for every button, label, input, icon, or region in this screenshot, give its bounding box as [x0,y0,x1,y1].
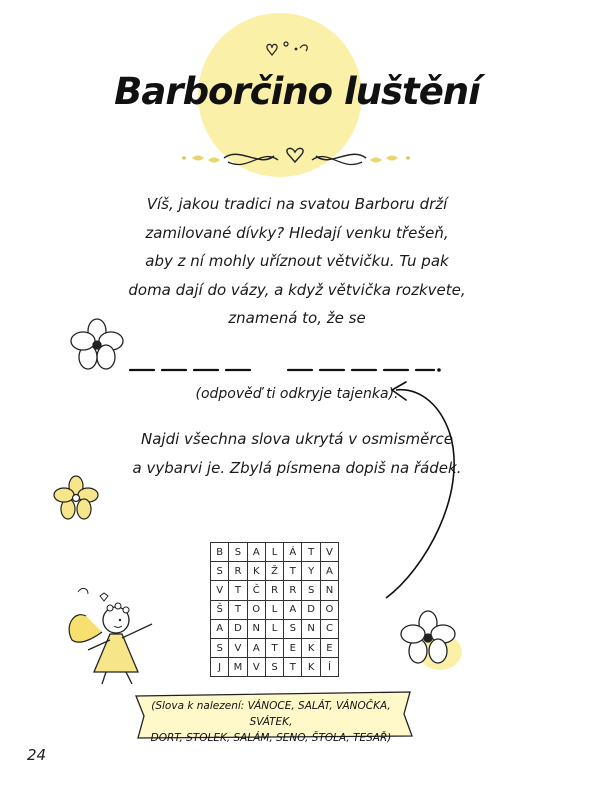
page-title: Barborčino luštění [114,70,480,113]
grid-cell[interactable]: Ž [265,562,283,581]
grid-cell[interactable]: S [229,543,247,562]
intro-line: aby z ní mohly uříznout větvičku. Tu pak [145,252,449,270]
grid-cell[interactable]: M [229,658,247,677]
divider-ornament-icon [178,142,418,172]
grid-cell[interactable]: V [247,658,265,677]
intro-line: zamilované dívky? Hledají venku třešeň, [145,223,449,242]
grid-cell[interactable]: B [211,543,229,562]
grid-cell[interactable]: O [247,600,265,619]
grid-cell[interactable]: Á [284,543,302,562]
grid-cell[interactable]: E [320,638,338,657]
grid-cell[interactable]: L [265,543,283,562]
grid-cell[interactable]: T [284,658,302,677]
grid-cell[interactable]: S [211,562,229,581]
grid-cell[interactable]: K [247,562,265,581]
grid-cell[interactable]: Y [302,562,320,581]
intro-line: znamená to, že se [228,309,366,327]
grid-cell[interactable]: J [211,658,229,677]
grid-cell[interactable]: A [247,543,265,562]
flower-icon [66,316,132,376]
grid-cell[interactable]: N [247,619,265,638]
grid-cell[interactable]: K [302,638,320,657]
grid-cell[interactable]: S [302,581,320,600]
grid-cell[interactable]: D [302,600,320,619]
grid-row [211,562,339,581]
girl-illustration [60,584,170,690]
grid-row [211,658,339,677]
grid-cell[interactable]: A [247,638,265,657]
grid-cell[interactable]: S [284,619,302,638]
grid-cell[interactable]: R [229,562,247,581]
page-number: 24 [27,746,47,764]
word-list [145,694,397,744]
flower-icon [398,608,466,674]
word-search-grid [210,542,339,677]
grid-row [211,619,339,638]
grid-cell[interactable]: D [229,619,247,638]
grid-cell[interactable]: T [229,581,247,600]
grid-row [211,543,339,562]
intro-line: Víš, jakou tradici na svatou Barboru drží [146,195,448,213]
grid-cell[interactable]: C [320,619,338,638]
grid-cell[interactable]: N [302,619,320,638]
curved-arrow-icon [350,374,470,614]
instruction-line: a vybarvi je. Zbylá písmena dopiš na řádek. [132,458,462,477]
answer-hint: (odpověď ti odkryje tajenka). [195,386,399,402]
grid-cell[interactable]: Č [247,581,265,600]
grid-cell[interactable]: A [320,562,338,581]
grid-cell[interactable]: E [284,638,302,657]
heart-ornament-icon [262,38,312,60]
grid-cell[interactable]: V [320,543,338,562]
grid-cell[interactable]: S [211,638,229,657]
grid-cell[interactable]: R [265,581,283,600]
grid-cell[interactable]: L [265,600,283,619]
word-list-line: (Slova k nalezení: VÁNOCE, SALÁT, VÁNOČKA, SVÁTEK, [151,700,391,728]
instruction-line: Najdi všechna slova ukrytá v osmisměrce [141,430,453,448]
grid-cell[interactable]: V [211,581,229,600]
grid-cell[interactable]: R [284,581,302,600]
flower-icon [48,472,106,524]
grid-cell[interactable]: T [265,638,283,657]
grid-cell[interactable]: Š [211,600,229,619]
grid-cell[interactable]: V [229,638,247,657]
word-list-line: DORT, STOLEK, SALÁM, SENO, ŠTOLA, TESAŘ) [150,732,392,744]
intro-paragraph [97,190,497,333]
grid-cell[interactable]: T [229,600,247,619]
grid-cell[interactable]: K [302,658,320,677]
grid-cell[interactable]: N [320,581,338,600]
grid-row [211,581,339,600]
intro-line: doma dají do vázy, a když větvička rozkvete, [128,280,466,299]
grid-cell[interactable]: Í [320,658,338,677]
grid-row [211,638,339,657]
grid-cell[interactable]: A [211,619,229,638]
grid-cell[interactable]: O [320,600,338,619]
grid-cell[interactable]: L [265,619,283,638]
grid-row [211,600,339,619]
grid-cell[interactable]: A [284,600,302,619]
grid-cell[interactable]: T [302,543,320,562]
grid-cell[interactable]: T [284,562,302,581]
grid-cell[interactable]: S [265,658,283,677]
